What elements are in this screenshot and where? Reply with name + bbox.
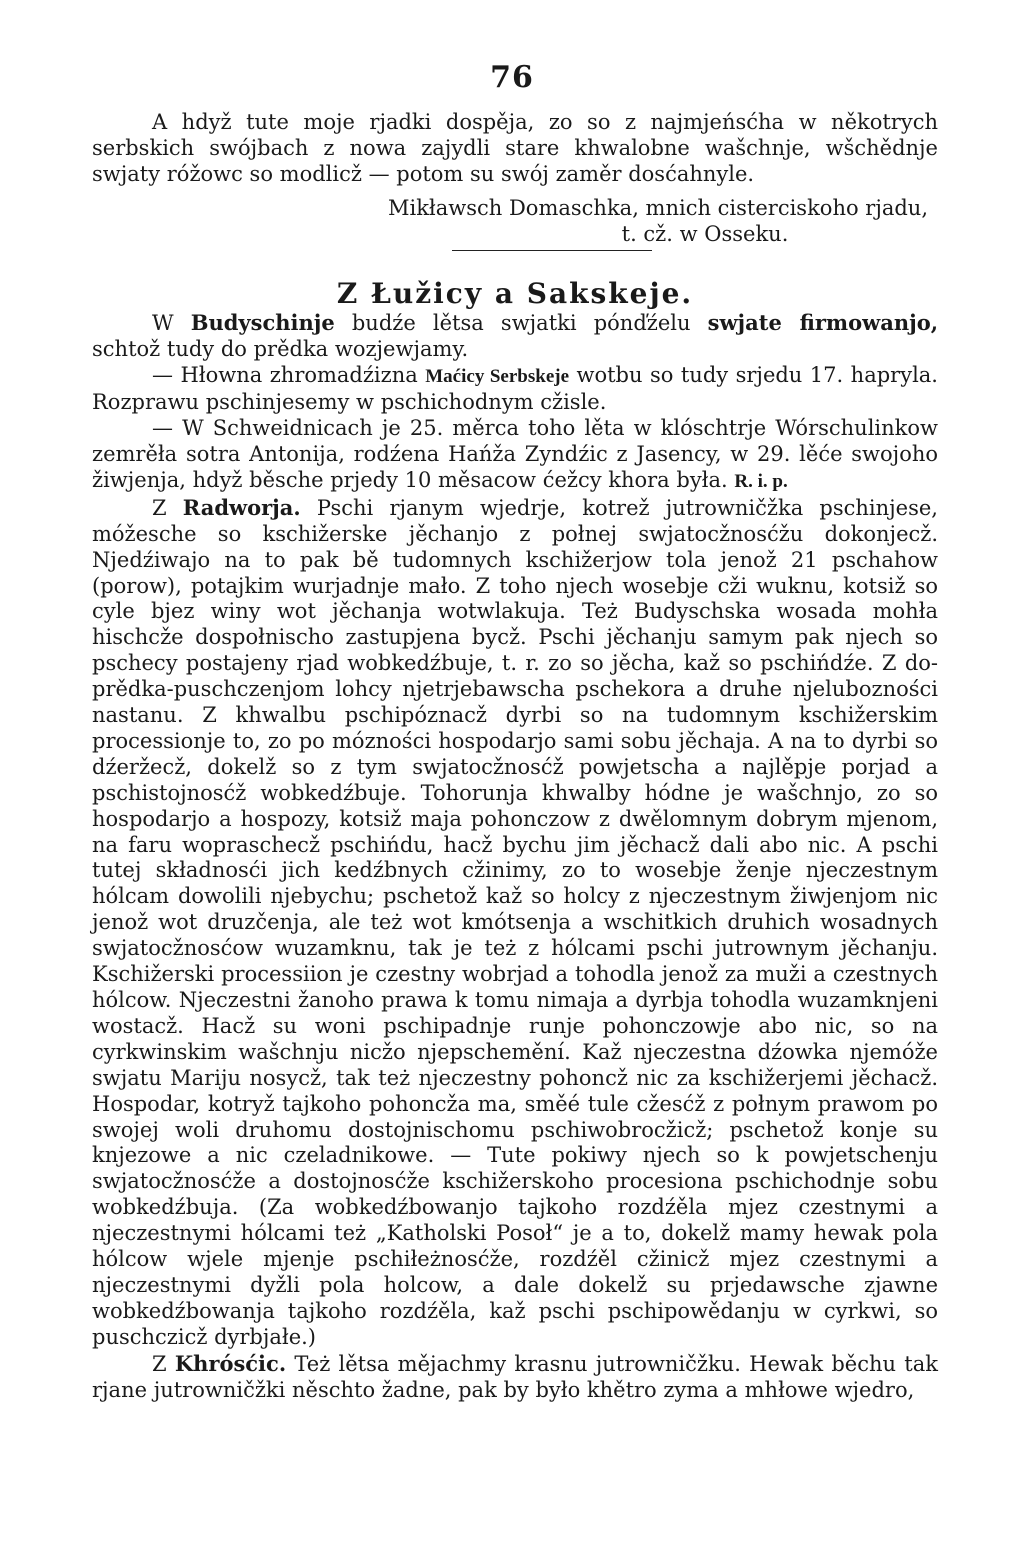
p3-text: — W Schweidnicach je 25. měrca toho lěta w klóschtrje Wórschulinkow zemrěła sotra Antonija, rodźena Hańža Zyndźic z Jasency, w 29. lěće swojoho žiwjenja, hdyž běsche prjedy 10 měsacow ćežcy khora była. <box>92 416 938 492</box>
p5-text: Też lětsa mějachmy krasnu jutrowničžku. Hewak běchu tak rjane jutrowničžki něschto žadne, pak by było khětro zyma a mhłowe wjedro, <box>92 1351 938 1402</box>
separator-rule <box>452 250 652 251</box>
p1-mid: budźe lětsa swjatki pónďźelu <box>334 311 708 336</box>
p4-lead: Z <box>152 495 183 520</box>
page-number: 76 <box>490 60 534 95</box>
p1-lead: W <box>152 311 191 336</box>
news-paragraph-khroscicy <box>92 1351 938 1404</box>
p1-tail: schtož tudy do prědka wozjewjamy. <box>92 337 469 362</box>
news-paragraph-radwor <box>92 495 938 1351</box>
p2-tail: wotbu so tudy srjedu 17. hapryla. Rozprawu pschinjesemy w pschichodnym cžisle. <box>92 363 938 415</box>
intro-paragraph: A hdyž tute moje rjadki dospěja, zo so z najmjeńsćha w někotrych serbskich swójbach z nowa zajydli stare khwalobne wašchnje, wšchědnje swjaty róžowc so modlicž — potom su swój zaměr dosćahnyle. <box>92 110 938 186</box>
p2-lead: — Hłowna zhromadźizna <box>152 363 426 388</box>
news-paragraph-schweidnica <box>92 416 938 495</box>
signature-line-2: t. cž. w Osseku. <box>621 221 789 246</box>
section-heading: Z Łužicy a Sakskeje. <box>336 276 694 310</box>
p5-place: Khrósćic. <box>174 1350 287 1376</box>
news-paragraph-macica <box>92 363 938 416</box>
p3-rip: R. i. p. <box>734 470 788 492</box>
news-paragraph-budyschin <box>92 310 938 363</box>
p4-place: Radworja. <box>182 494 301 520</box>
p5-lead: Z <box>152 1351 175 1376</box>
p1-place: Budyschinje <box>190 310 335 336</box>
p1-emph: swjate firmowanjo, <box>707 310 939 336</box>
p4-text: Pschi rjanym wjedrje, kotrež jutrowničžka pschinjese, móžesche so kschižerske jěchanjo z połnej swjatocžnosćžu dokonjecž. Njedźiwajo na to pak bě tudomnych kschižerjow tola jenož 21 pschahow (porow), potajkim wurjadnje mało. Z toho njech wosebje cži wuknu, kotsiž so cyle bjez winy wot jěchanja wotwlakuja. Też Budyschska wosada mohła hischcže dospołnischo zastupjena bycž. Pschi jěchanju samym pak njech so pschecy postajeny rjad wobkedźbuje, t. r. zo so jěcha, kaž so pschińdźe. Z do-prědka-puschczenjom lohcy njetrjebawscha pschekora a druhe njelubozności nastanu. Z khwalbu pschipóznacž dyrbi so na tudomnym kschižerskim processionje to, zo po mózności hospodarjo sami sobu jěchaja. A na to dyrbi so dźeržecž, dokelž so z tym swjatocžnosćž powjetscha a najlěpje porjad a pschistojnosćž wobkedźbuje. Tohorunja khwalby hódne je wašchnjo, zo so hospodarjo a hospozy, kotsiž maja pohonczow z dwělomnym dobrym mjenom, na faru wopraschecž pschińdu, hacž bychu jim jěchacž dali abo nic. A pschi tutej składnosći jich kedźbnych cžinimy, zo to wosebje ženje njeczestnym hólcam dowolili njebychu; pschetož kaž so holcy z njeczestnym žiwjenjom nic jenož wot druzčenja, ale też wot kmótsenja a wschitkich druhich wosadnych swjatocžnosćow wuzamknu, tak je też z hólcami pschi jutrownym jěchanju. Kschižerski processiion je czestny wobrjad a tohodla jenož za muži a czestnych hólcow. Njeczestni žanoho prawa k tomu nimaja a dyrbja tohodla wuzamknjeni wostacž. Hacž su woni pschipadnje runje pohonczowje abo nic, so na cyrkwinskim wašchnju nicžo njepschemění. Kaž njeczestna dźowka njemóže swjatu Mariju nosycž, tak też njeczestny pohoncž nic za kschižerjemi jěchacž. Hospodar, kotryž tajkoho pohoncža ma, směé tule cžesćž z połnym prawom po swojej woli druhomu dostojnischomu pschiwobrocžicž; pschetož konje su knjezowe a nic czeladnikowe. — Tute pokiwy njech so k powjetschenju swjatocžnosćže a dostojnosćže kschižerskoho procesiona pschichodnje sobu wobkedźbuja. (Za wobkedźbowanjo tajkoho rozdźěla mjez czestnymi a njeczestnymi hólcami też „Katholski Posoł“ je a to, dokelž mamy hewak pola hólcow wjele mjenje pschiłeżnosćže, rozdźěl cžinicž mjez czestnymi a njeczestnymi dyžli pola holcow, a dale dokelž su prjedawsche zjawne wobkedźbowanja tajkoho rozdźěla, kaž pschi pschipowědanju w cyrkwi, so puschczicž dyrbjałe.) <box>92 495 938 1349</box>
p2-name: Maćicy Serbskeje <box>425 366 570 388</box>
page-body <box>92 110 938 1404</box>
signature-line-1: Mikławsch Domaschka, mnich cisterciskoho rjadu, <box>387 195 928 220</box>
